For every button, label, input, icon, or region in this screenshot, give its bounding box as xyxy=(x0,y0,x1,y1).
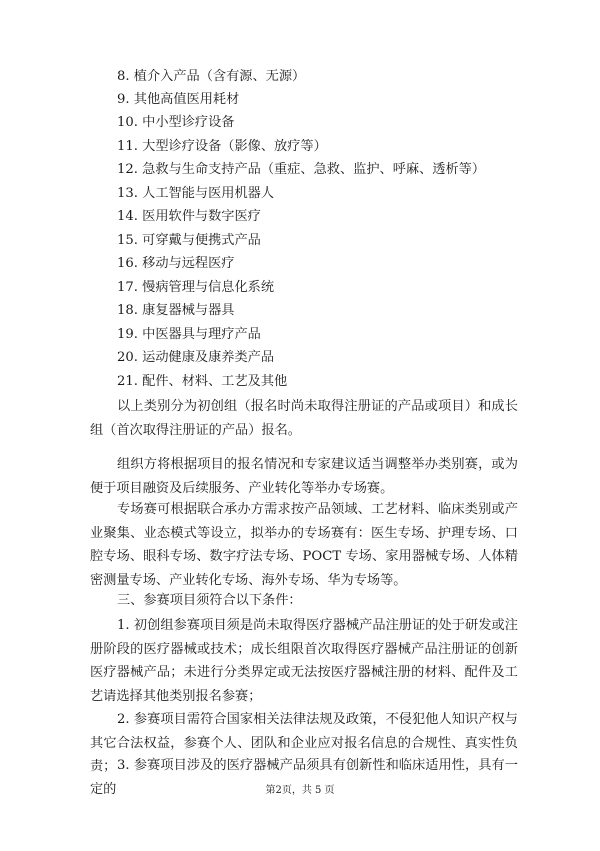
list-item: 10. 中小型诊疗设备 xyxy=(117,115,235,130)
condition-3: 3. 参赛项目涉及的医疗器械产品须具有创新性和临床适用性，具有一定的 xyxy=(90,758,518,797)
list-item: 16. 移动与远程医疗 xyxy=(117,256,235,271)
list-item: 14. 医用软件与数字医疗 xyxy=(117,209,261,224)
organizer-note: 组织方将根据项目的报名情况和专家建议适当调整举办类别赛，或为便于项目融资及后续服务、产业转化等举办专场赛。 xyxy=(90,457,518,496)
list-item: 19. 中医器具与理疗产品 xyxy=(117,327,261,342)
section-heading: 三、参赛项目须符合以下条件： xyxy=(117,593,302,608)
list-item: 17. 慢病管理与信息化系统 xyxy=(117,280,275,295)
list-item: 11. 大型诊疗设备（影像、放疗等） xyxy=(117,139,327,154)
list-item: 13. 人工智能与医用机器人 xyxy=(117,186,275,201)
list-item: 8. 植介入产品（含有源、无源） xyxy=(117,69,306,84)
page-footer: 第2页，共 5 页 xyxy=(265,785,335,796)
special-events-paragraph: 专场赛可根据联合承办方需求按产品领域、工艺材料、临床类别或产业聚集、业态模式等设立，拟举办的专场赛有：医生专场、护理专场、口腔专场、眼科专场、数字疗法专场、POCT 专场、家用器械专场、人体精密测量专场、产业转化专场、海外专场、华为专场等。 xyxy=(90,502,518,588)
list-item: 15. 可穿戴与便携式产品 xyxy=(117,233,261,248)
list-item: 12. 急救与生命支持产品（重症、急救、监护、呼麻、透析等） xyxy=(117,162,486,177)
condition-1: 1. 初创组参赛项目须是尚未取得医疗器械产品注册证的处于研发或注册阶段的医疗器械或技术；成长组限首次取得医疗器械产品注册证的创新医疗器械产品；未进行分类界定或无法按医疗器械注册的材料、配件及工艺请选择其他类别报名参赛； xyxy=(90,618,518,704)
list-item: 20. 运动健康及康养类产品 xyxy=(117,350,275,365)
list-item: 18. 康复器械与器具 xyxy=(117,303,235,318)
categories-note: 以上类别分为初创组（报名时尚未取得注册证的产品或项目）和成长组（首次取得注册证的产品）报名。 xyxy=(90,399,518,438)
list-item: 21. 配件、材料、工艺及其他 xyxy=(117,374,288,389)
list-item: 9. 其他高值医用耗材 xyxy=(117,92,240,107)
condition-2: 2. 参赛项目需符合国家相关法律法规及政策，不侵犯他人知识产权与其它合法权益，参赛个人、团队和企业应对报名信息的合规性、真实性负责； xyxy=(90,712,518,775)
